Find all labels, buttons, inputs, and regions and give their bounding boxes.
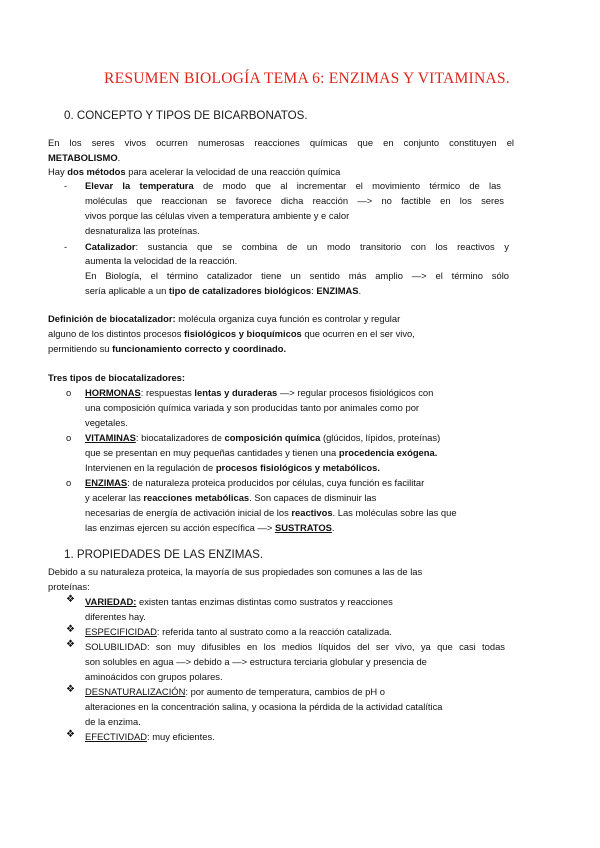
- text-span: (glúcidos, lípidos, proteínas): [320, 432, 441, 443]
- enzimas-label: ENZIMAS: [85, 477, 128, 488]
- intro-line-2: [48, 152, 120, 164]
- efectividad-line-1: [85, 731, 215, 743]
- diamond-bullet-icon: ❖: [66, 639, 75, 650]
- text-span: de modo que al incrementar el movimiento térmico de las: [193, 180, 501, 191]
- text-span: . Son capaces de disminuir las: [249, 492, 377, 503]
- enzimas-line-1: [85, 477, 424, 489]
- text-span: necesarias de energía de activación inicial de los: [85, 507, 292, 518]
- solubilidad-line-3: aminoácidos con grupos polares.: [85, 671, 223, 682]
- hormonas-term: HORMONAS: [85, 387, 141, 398]
- especificidad-term: ESPECIFICIDAD: [85, 626, 157, 637]
- intro-line-1: En los seres vivos ocurren numerosas reacciones químicas que en conjunto constituyen el: [48, 137, 514, 148]
- variedad-line-2: diferentes hay.: [85, 611, 146, 622]
- vitaminas-line-2: [85, 447, 437, 459]
- solubilidad-line-1: SOLUBILIDAD: son muy difusibles en los medios líquidos del ser vivo, ya que casi todas: [85, 641, 505, 652]
- text-span: :: [311, 285, 317, 296]
- method-2-line-3: En Biología, el término catalizador tiene un sentido más amplio —> el término sólo: [85, 270, 509, 281]
- section-1-intro-2: proteínas:: [48, 581, 90, 592]
- desnaturalizacion-line-2: alteraciones en la concentración salina, y ocasiona la pérdida de la actividad catalítica: [85, 701, 443, 712]
- method-2-line-4: [85, 285, 361, 297]
- text-span: : referida tanto al sustrato como a la reacción catalizada.: [156, 626, 392, 637]
- period: .: [358, 285, 362, 296]
- text-span: Hay: [48, 166, 68, 177]
- enzimas-line-3: [85, 507, 457, 519]
- reactivos-term: reactivos: [291, 507, 333, 518]
- method-1-term: Elevar la temperatura: [85, 180, 194, 191]
- composicion-term: composición química: [224, 432, 321, 443]
- text-span: : biocatalizadores de: [135, 432, 225, 443]
- section-1-intro-1: Debido a su naturaleza proteica, la mayoría de sus propiedades son comunes a las de las: [48, 566, 423, 577]
- diamond-bullet-icon: ❖: [66, 729, 75, 740]
- catalizadores-term: tipo de catalizadores biológicos: [168, 285, 312, 296]
- method-1-line-4: desnaturaliza las proteínas.: [85, 225, 200, 236]
- method-1-line-3: vivos porque las células viven a temperatura ambiente y e calor: [85, 210, 350, 221]
- method-2-line-2: aumenta la velocidad de la reacción.: [85, 255, 238, 266]
- text-span: : de naturaleza proteica producidos por células, cuya función es facilitar: [127, 477, 425, 488]
- efectividad-term: EFECTIVIDAD: [85, 731, 147, 742]
- intro-line-3: [48, 166, 340, 178]
- circle-bullet: o: [66, 387, 72, 398]
- method-2-line-1: [85, 241, 509, 253]
- fisiologicos-term: fisiológicos y bioquímicos: [184, 328, 302, 339]
- period: .: [117, 152, 121, 163]
- text-span: Intervienen en la regulación de: [85, 462, 216, 473]
- dash-bullet: -: [64, 241, 68, 252]
- desnaturalizacion-line-1: [85, 686, 385, 698]
- procedencia-term: procedencia exógena.: [338, 447, 438, 458]
- enzimas-line-2: [85, 492, 376, 504]
- section-1-heading: 1. PROPIEDADES DE LAS ENZIMAS.: [64, 548, 264, 561]
- diamond-bullet-icon: ❖: [66, 684, 75, 695]
- text-span: . Las moléculas sobre las que: [332, 507, 457, 518]
- text-span: permitiendo su: [48, 343, 113, 354]
- dash-bullet: -: [64, 180, 68, 191]
- sustratos-term: SUSTRATOS: [274, 522, 332, 533]
- definition-term: Definición de biocatalizador:: [48, 313, 176, 324]
- desnaturalizacion-term: DESNATURALIZACIÓN: [85, 686, 186, 697]
- diamond-bullet-icon: ❖: [66, 594, 75, 605]
- text-span: molécula organiza cuya función es controlar y regular: [175, 313, 401, 324]
- hormonas-line-1: [85, 387, 433, 399]
- text-span: que ocurren en el ser vivo,: [301, 328, 415, 339]
- text-span: existen tantas enzimas distintas como sustratos y reacciones: [136, 596, 393, 607]
- enzimas-term: ENZIMAS: [316, 285, 359, 296]
- text-span: : respuestas: [140, 387, 195, 398]
- text-span: : por aumento de temperatura, cambios de pH o: [185, 686, 385, 697]
- vitaminas-line-3: [85, 462, 380, 474]
- variedad-line-1: [85, 596, 393, 608]
- reacciones-term: reacciones metabólicas: [143, 492, 250, 503]
- vitaminas-line-1: [85, 432, 440, 444]
- lentas-term: lentas y duraderas: [194, 387, 278, 398]
- funcionamiento-term: funcionamiento correcto y coordinado.: [112, 343, 287, 354]
- definition-line-2: [48, 328, 415, 340]
- vitaminas-term: VITAMINAS: [85, 432, 136, 443]
- text-span: y acelerar las: [85, 492, 144, 503]
- procesos-term: procesos fisiológicos y metabólicos.: [215, 462, 380, 473]
- metabolismo-term: METABOLISMO: [48, 152, 118, 163]
- diamond-bullet-icon: ❖: [66, 624, 75, 635]
- circle-bullet: o: [66, 477, 72, 488]
- text-span: : sustancia que se combina de un modo transitorio con los reactivos y: [135, 241, 509, 252]
- text-span: : muy eficientes.: [147, 731, 215, 742]
- definition-line-1: [48, 313, 400, 325]
- text-span: sería aplicable a un: [85, 285, 169, 296]
- text-span: —> regular procesos fisiológicos con: [277, 387, 434, 398]
- hormonas-line-3: vegetales.: [85, 417, 128, 428]
- period: .: [331, 522, 335, 533]
- text-span: alguno de los distintos procesos: [48, 328, 185, 339]
- dos-metodos-term: dos métodos: [67, 166, 126, 177]
- method-1-line-2: moléculas que reaccionan se favorece dicha reacción —> no factible en los seres: [85, 195, 504, 206]
- desnaturalizacion-line-3: de la enzima.: [85, 716, 141, 727]
- variedad-term: VARIEDAD:: [85, 596, 137, 607]
- definition-line-3: [48, 343, 286, 355]
- text-span: las enzimas ejercen su acción específica —>: [85, 522, 275, 533]
- circle-bullet: o: [66, 432, 72, 443]
- method-2-term: Catalizador: [85, 241, 136, 252]
- method-1-line-1: [85, 180, 501, 192]
- enzimas-line-4: [85, 522, 335, 534]
- section-0-heading: 0. CONCEPTO Y TIPOS DE BICARBONATOS.: [64, 109, 308, 122]
- especificidad-line-1: [85, 626, 392, 638]
- document-title: RESUMEN BIOLOGÍA TEMA 6: ENZIMAS Y VITAMINAS.: [104, 70, 510, 87]
- text-span: para acelerar la velocidad de una reacción química: [125, 166, 341, 177]
- types-heading: Tres tipos de biocatalizadores:: [48, 372, 186, 383]
- text-span: que se presentan en muy pequeñas cantidades y tienen una: [85, 447, 339, 458]
- solubilidad-line-2: son solubles en agua —> debido a —> estructura terciaria globular y presencia de: [85, 656, 427, 667]
- hormonas-line-2: una composición química variada y son producidas tanto por animales como por: [85, 402, 420, 413]
